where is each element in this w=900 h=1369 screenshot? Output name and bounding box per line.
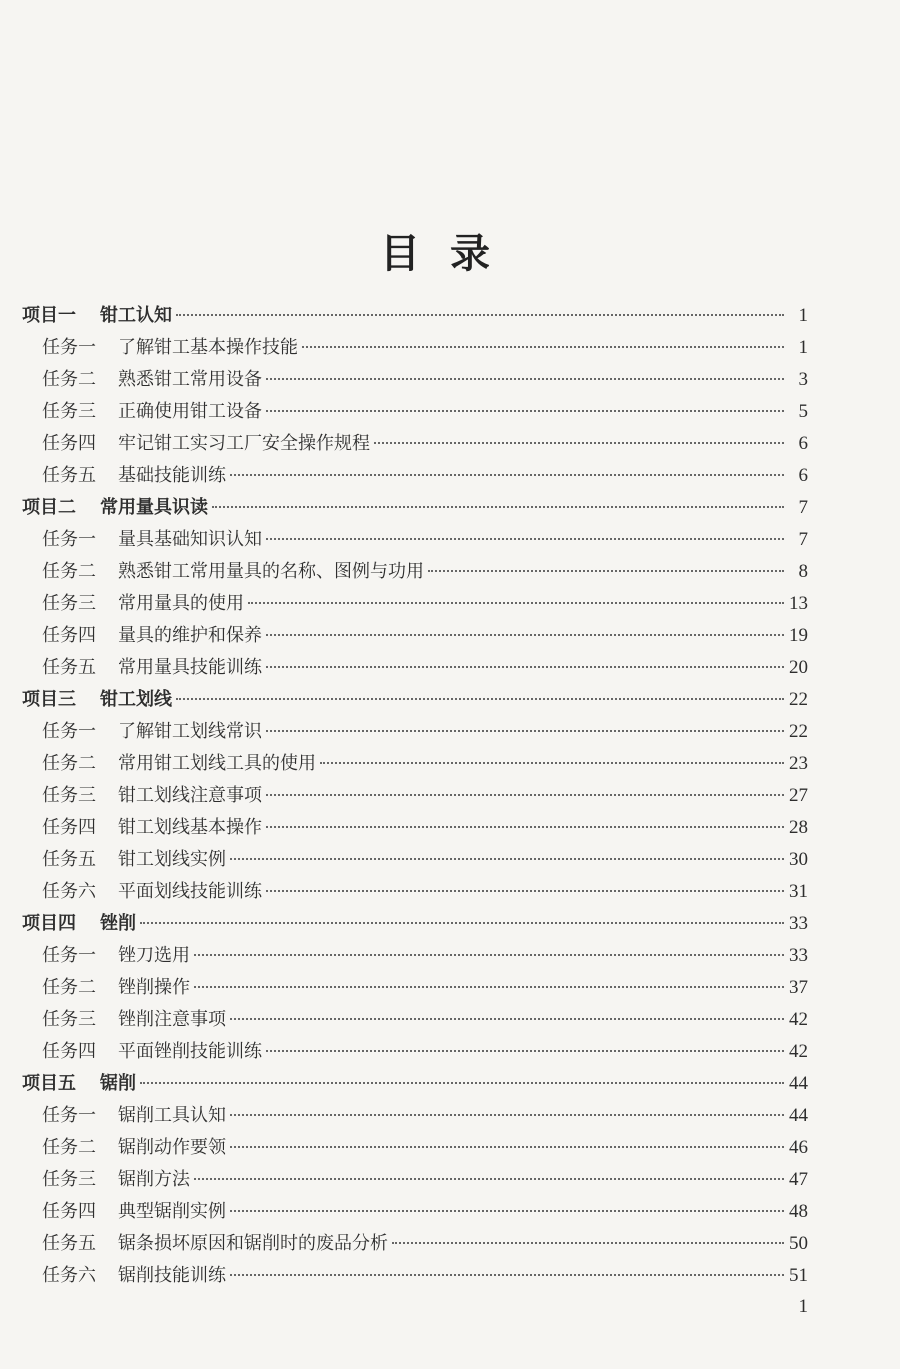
toc-task-entry[interactable] xyxy=(22,844,808,876)
dot-leader xyxy=(230,474,784,476)
entry-page-number: 33 xyxy=(789,913,808,934)
toc-task-entry[interactable] xyxy=(22,1036,808,1068)
dot-leader xyxy=(194,986,784,988)
dot-leader xyxy=(374,442,784,444)
toc-task-entry[interactable] xyxy=(22,620,808,652)
entry-page-number: 30 xyxy=(789,849,808,870)
entry-title: 钳工划线基本操作 xyxy=(118,817,262,838)
toc-task-entry[interactable] xyxy=(22,972,808,1004)
entry-label: 任务四 xyxy=(42,433,96,454)
entry-title: 常用量具技能训练 xyxy=(118,657,262,678)
entry-page-number: 46 xyxy=(789,1137,808,1158)
dot-leader xyxy=(230,858,784,860)
page-number: 1 xyxy=(798,1296,808,1317)
entry-page-number: 8 xyxy=(798,561,808,582)
entry-page-number: 27 xyxy=(789,785,808,806)
entry-page-number: 37 xyxy=(789,977,808,998)
entry-title: 平面锉削技能训练 xyxy=(118,1041,262,1062)
entry-title: 锉刀选用 xyxy=(118,945,190,966)
toc-task-entry[interactable] xyxy=(22,652,808,684)
entry-title: 量具的维护和保养 xyxy=(118,625,262,646)
entry-label: 任务三 xyxy=(42,401,96,422)
entry-title: 锉削 xyxy=(100,913,136,934)
entry-label: 任务六 xyxy=(42,881,96,902)
dot-leader xyxy=(266,410,784,412)
dot-leader xyxy=(140,1082,784,1084)
entry-title: 熟悉钳工常用设备 xyxy=(118,369,262,390)
dot-leader xyxy=(194,1178,784,1180)
entry-title: 锯削技能训练 xyxy=(118,1265,226,1286)
toc-task-entry[interactable] xyxy=(22,1164,808,1196)
entry-label: 任务六 xyxy=(42,1265,96,1286)
entry-page-number: 31 xyxy=(789,881,808,902)
table-of-contents xyxy=(22,300,808,1292)
dot-leader xyxy=(266,538,784,540)
toc-task-entry[interactable] xyxy=(22,332,808,364)
entry-page-number: 6 xyxy=(798,465,808,486)
entry-page-number: 44 xyxy=(789,1105,808,1126)
entry-page-number: 1 xyxy=(798,305,808,326)
dot-leader xyxy=(392,1242,784,1244)
entry-page-number: 1 xyxy=(798,337,808,358)
entry-title: 钳工划线 xyxy=(100,689,172,710)
entry-page-number: 33 xyxy=(789,945,808,966)
entry-label: 任务五 xyxy=(42,849,96,870)
entry-page-number: 28 xyxy=(789,817,808,838)
entry-label: 任务二 xyxy=(42,561,96,582)
entry-page-number: 7 xyxy=(798,497,808,518)
dot-leader xyxy=(230,1274,784,1276)
entry-label: 任务五 xyxy=(42,1233,96,1254)
toc-task-entry[interactable] xyxy=(22,460,808,492)
dot-leader xyxy=(248,602,784,604)
entry-page-number: 23 xyxy=(789,753,808,774)
entry-title: 量具基础知识认知 xyxy=(118,529,262,550)
entry-label: 任务四 xyxy=(42,817,96,838)
toc-task-entry[interactable] xyxy=(22,1260,808,1292)
entry-label: 项目五 xyxy=(22,1073,76,1094)
entry-label: 任务一 xyxy=(42,945,96,966)
toc-task-entry[interactable] xyxy=(22,396,808,428)
entry-title: 锯削方法 xyxy=(118,1169,190,1190)
dot-leader xyxy=(266,730,784,732)
entry-label: 任务五 xyxy=(42,657,96,678)
dot-leader xyxy=(194,954,784,956)
entry-title: 锯削工具认知 xyxy=(118,1105,226,1126)
entry-title: 钳工划线注意事项 xyxy=(118,785,262,806)
toc-task-entry[interactable] xyxy=(22,876,808,908)
entry-label: 任务三 xyxy=(42,1009,96,1030)
toc-task-entry[interactable] xyxy=(22,748,808,780)
entry-label: 任务四 xyxy=(42,1201,96,1222)
toc-task-entry[interactable] xyxy=(22,364,808,396)
entry-page-number: 5 xyxy=(798,401,808,422)
entry-page-number: 42 xyxy=(789,1041,808,1062)
entry-page-number: 22 xyxy=(789,689,808,710)
entry-title: 钳工认知 xyxy=(100,305,172,326)
entry-title: 正确使用钳工设备 xyxy=(118,401,262,422)
entry-title: 锉削操作 xyxy=(118,977,190,998)
dot-leader xyxy=(428,570,784,572)
entry-label: 项目三 xyxy=(22,689,76,710)
toc-task-entry[interactable] xyxy=(22,524,808,556)
entry-title: 锯条损坏原因和锯削时的废品分析 xyxy=(118,1233,388,1254)
entry-label: 任务一 xyxy=(42,337,96,358)
entry-page-number: 7 xyxy=(798,529,808,550)
entry-page-number: 3 xyxy=(798,369,808,390)
entry-title: 平面划线技能训练 xyxy=(118,881,262,902)
entry-page-number: 22 xyxy=(789,721,808,742)
entry-title: 常用量具识读 xyxy=(100,497,208,518)
entry-label: 任务四 xyxy=(42,1041,96,1062)
dot-leader xyxy=(230,1018,784,1020)
toc-project-entry[interactable] xyxy=(22,684,808,716)
entry-label: 任务三 xyxy=(42,593,96,614)
entry-page-number: 20 xyxy=(789,657,808,678)
page-title: 目录 xyxy=(380,231,520,277)
toc-task-entry[interactable] xyxy=(22,940,808,972)
entry-label: 任务四 xyxy=(42,625,96,646)
entry-title: 常用量具的使用 xyxy=(118,593,244,614)
dot-leader xyxy=(266,826,784,828)
toc-task-entry[interactable] xyxy=(22,588,808,620)
entry-page-number: 19 xyxy=(789,625,808,646)
toc-project-entry[interactable] xyxy=(22,908,808,940)
entry-title: 锯削动作要领 xyxy=(118,1137,226,1158)
entry-label: 任务二 xyxy=(42,753,96,774)
entry-title: 熟悉钳工常用量具的名称、图例与功用 xyxy=(118,561,424,582)
toc-task-entry[interactable] xyxy=(22,716,808,748)
entry-title: 基础技能训练 xyxy=(118,465,226,486)
entry-label: 任务二 xyxy=(42,977,96,998)
entry-title: 了解钳工基本操作技能 xyxy=(118,337,298,358)
dot-leader xyxy=(176,314,784,316)
entry-label: 任务一 xyxy=(42,529,96,550)
toc-task-entry[interactable] xyxy=(22,556,808,588)
entry-title: 钳工划线实例 xyxy=(118,849,226,870)
entry-label: 任务二 xyxy=(42,1137,96,1158)
toc-task-entry[interactable] xyxy=(22,812,808,844)
entry-page-number: 48 xyxy=(789,1201,808,1222)
dot-leader xyxy=(230,1210,784,1212)
entry-label: 项目一 xyxy=(22,305,76,326)
entry-label: 任务三 xyxy=(42,785,96,806)
dot-leader xyxy=(320,762,784,764)
entry-label: 任务三 xyxy=(42,1169,96,1190)
dot-leader xyxy=(266,634,784,636)
entry-page-number: 13 xyxy=(789,593,808,614)
entry-page-number: 6 xyxy=(798,433,808,454)
entry-page-number: 50 xyxy=(789,1233,808,1254)
entry-label: 任务五 xyxy=(42,465,96,486)
toc-task-entry[interactable] xyxy=(22,780,808,812)
entry-title: 锉削注意事项 xyxy=(118,1009,226,1030)
entry-page-number: 51 xyxy=(789,1265,808,1286)
dot-leader xyxy=(266,1050,784,1052)
entry-label: 项目二 xyxy=(22,497,76,518)
entry-title: 了解钳工划线常识 xyxy=(118,721,262,742)
entry-label: 任务二 xyxy=(42,369,96,390)
entry-label: 项目四 xyxy=(22,913,76,934)
toc-task-entry[interactable] xyxy=(22,1100,808,1132)
dot-leader xyxy=(302,346,784,348)
entry-page-number: 47 xyxy=(789,1169,808,1190)
entry-title: 常用钳工划线工具的使用 xyxy=(118,753,316,774)
dot-leader xyxy=(230,1146,784,1148)
toc-task-entry[interactable] xyxy=(22,1196,808,1228)
entry-title: 典型锯削实例 xyxy=(118,1201,226,1222)
dot-leader xyxy=(266,890,784,892)
dot-leader xyxy=(266,794,784,796)
entry-label: 任务一 xyxy=(42,721,96,742)
entry-title: 牢记钳工实习工厂安全操作规程 xyxy=(118,433,370,454)
dot-leader xyxy=(266,666,784,668)
toc-project-entry[interactable] xyxy=(22,492,808,524)
toc-task-entry[interactable] xyxy=(22,1004,808,1036)
entry-title: 锯削 xyxy=(100,1073,136,1094)
dot-leader xyxy=(266,378,784,380)
dot-leader xyxy=(212,506,784,508)
toc-project-entry[interactable] xyxy=(22,1068,808,1100)
toc-task-entry[interactable] xyxy=(22,428,808,460)
toc-task-entry[interactable] xyxy=(22,1228,808,1260)
dot-leader xyxy=(140,922,784,924)
toc-task-entry[interactable] xyxy=(22,1132,808,1164)
dot-leader xyxy=(230,1114,784,1116)
entry-page-number: 44 xyxy=(789,1073,808,1094)
entry-page-number: 42 xyxy=(789,1009,808,1030)
dot-leader xyxy=(176,698,784,700)
toc-project-entry[interactable] xyxy=(22,300,808,332)
entry-label: 任务一 xyxy=(42,1105,96,1126)
